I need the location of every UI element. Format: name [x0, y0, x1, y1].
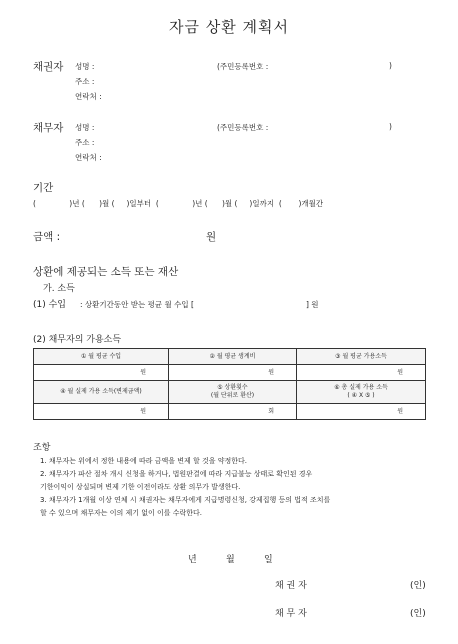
- income-item1-close: ] 원: [306, 300, 319, 309]
- date-year: 년: [188, 555, 197, 565]
- signature-creditor-label: 채 권 자: [275, 581, 307, 591]
- creditor-name-label: 성명 :: [75, 62, 95, 71]
- creditor-id-label: (주민등록번호 :: [217, 62, 269, 71]
- header-living-cost: ② 월 평균 생계비: [169, 349, 297, 365]
- date-day: 일: [264, 555, 273, 565]
- creditor-contact-label: 연락처 :: [75, 92, 102, 101]
- income-table: [33, 348, 426, 420]
- signature-creditor-seal: (인): [410, 581, 426, 591]
- signature-debtor-seal: (인): [410, 609, 426, 619]
- terms-line-2: 2. 채무자가 파산 절차 개시 신청을 하거나, 법원판결에 따라 지급불능 상태로 확인된 경우: [40, 470, 313, 478]
- amount-label: 금액 :: [33, 231, 61, 243]
- header-repayment-count: ⑤ 상환횟수 (월 단위로 환산): [169, 381, 297, 404]
- living-cost-value: 원: [169, 365, 297, 381]
- income-item1-text: : 상환기간동안 받는 평균 월 수입 [: [80, 300, 194, 309]
- income-subheading: 가. 소득: [43, 284, 75, 294]
- income-table-header-row: [34, 349, 426, 365]
- terms-line-4: 3. 채무자가 1개월 이상 연체 시 채권자는 채무자에게 지급명령신청, 강제집행 등의 법적 조치를: [40, 496, 331, 504]
- terms-line-3: 기한이익이 상실되며 변제 기한 이전이라도 상환 의무가 발생한다.: [40, 483, 241, 491]
- repayment-count-value: 회: [169, 404, 297, 420]
- income-table-value-row-2: [34, 404, 426, 420]
- income-item1-label: (1) 수입: [33, 300, 66, 310]
- terms-line-5: 할 수 있으며 채무자는 이의 제기 없이 이를 수락한다.: [40, 509, 203, 517]
- header-total-available: ⑥ 총 실제 가용 소득 ( ④ X ⑤ ): [297, 381, 426, 404]
- header-actual-available: ④ 월 실제 가용 소득(변제금액): [34, 381, 169, 404]
- income-heading: 상환에 제공되는 소득 또는 재산: [33, 266, 179, 278]
- document-title: 자금 상환 계획서: [169, 18, 289, 36]
- debtor-id-close: ): [389, 122, 392, 131]
- creditor-address-label: 주소 :: [75, 77, 95, 86]
- creditor-label: 채권자: [33, 61, 64, 73]
- period-line: ( )년 ( )월 ( )일부터 ( )년 ( )월 ( )일까지 ( )개월간: [33, 199, 324, 208]
- amount-unit: 원: [206, 231, 217, 243]
- debtor-label: 채무자: [33, 122, 64, 134]
- signature-debtor-label: 채 무 자: [275, 609, 307, 619]
- income-table-header-row-2: [34, 381, 426, 404]
- income-table-value-row: [34, 365, 426, 381]
- period-label: 기간: [33, 182, 54, 194]
- debtor-name-label: 성명 :: [75, 123, 95, 132]
- monthly-income-value: 원: [34, 365, 169, 381]
- debtor-contact-label: 연락처 :: [75, 153, 102, 162]
- date-month: 월: [226, 555, 235, 565]
- debtor-address-label: 주소 :: [75, 138, 95, 147]
- header-monthly-income: ① 월 평균 수입: [34, 349, 169, 365]
- header-available-income: ③ 월 평균 가용소득: [297, 349, 426, 365]
- terms-line-1: 1. 채무자는 위에서 정한 내용에 따라 금액을 변제 할 것을 약정한다.: [40, 457, 247, 465]
- terms-heading: 조항: [33, 443, 51, 453]
- income-item2-label: (2) 채무자의 가용소득: [33, 335, 122, 345]
- total-available-value: 원: [297, 404, 426, 420]
- actual-available-value: 원: [34, 404, 169, 420]
- debtor-id-label: (주민등록번호 :: [217, 123, 269, 132]
- creditor-id-close: ): [389, 61, 392, 70]
- available-income-value: 원: [297, 365, 426, 381]
